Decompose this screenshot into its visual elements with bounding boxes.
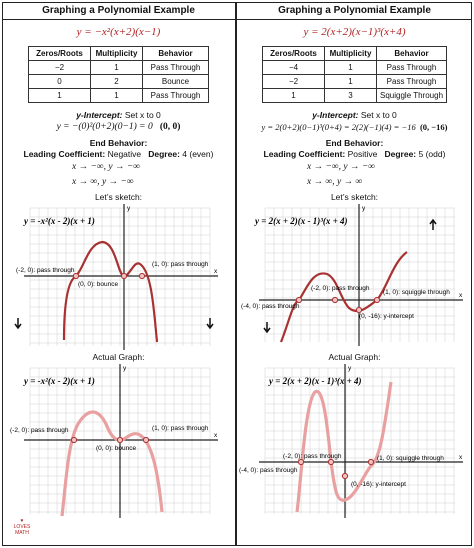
loves-math-logo: ♥ LOVES MATH <box>13 518 31 536</box>
actual-curve <box>297 382 391 512</box>
right-title: Graphing a Polynomial Example <box>237 2 472 20</box>
table-header: Zeros/Roots <box>263 47 325 61</box>
right-leading-coef-line <box>237 149 472 159</box>
table-header-row <box>263 47 447 61</box>
table-header: Behavior <box>143 47 209 61</box>
degree-label: Degree: <box>148 149 180 159</box>
lc-value: Negative <box>107 149 142 159</box>
sketch-curve <box>281 252 407 342</box>
sketch-equation: y = 2(x + 2)(x - 1)³(x + 4) <box>255 216 348 226</box>
table-row <box>29 89 209 103</box>
root-label: (1, 0): squiggle through <box>377 455 444 462</box>
right-roots-table <box>262 46 447 103</box>
yint-point: (0, 0) <box>159 122 181 132</box>
root-label: (0, 0): bounce <box>96 445 137 452</box>
root-point <box>368 459 373 464</box>
table-cell: Pass Through <box>143 61 209 75</box>
yint-text: Set x to 0 <box>360 110 397 120</box>
table-header: Multiplicity <box>91 47 143 61</box>
right-equation: y = 2(x+2)(x−1)³(x+4) <box>303 26 406 38</box>
lc-label: Leading Coefficient: <box>263 149 346 159</box>
root-point <box>117 437 122 442</box>
right-yint-line <box>237 110 472 120</box>
degree-value: 5 (odd) <box>418 149 446 159</box>
table-cell: 1 <box>325 61 377 75</box>
lc-value: Positive <box>347 149 378 159</box>
degree-label: Degree: <box>384 149 417 159</box>
yint-label: y-Intercept: <box>312 110 359 120</box>
root-point <box>374 297 379 302</box>
table-cell: 1 <box>91 89 143 103</box>
x-axis-label: x <box>214 432 218 439</box>
table-cell: 3 <box>325 89 377 103</box>
end-behavior-line: x → ∞, y → ∞ <box>307 177 363 187</box>
end-behavior-line: x → ∞, y → −∞ <box>72 177 134 187</box>
right-actual-graph <box>237 362 472 520</box>
table-cell: 1 <box>91 61 143 75</box>
root-label: (1, 0): pass through <box>152 261 209 268</box>
table-cell: 2 <box>91 75 143 89</box>
root-point <box>332 297 337 302</box>
left-equation: y = −x²(x+2)(x−1) <box>76 26 161 38</box>
y-axis-label: y <box>127 205 131 212</box>
root-label: (0, -16): y-intercept <box>359 313 414 320</box>
root-label: (-2, 0): pass through <box>16 267 75 274</box>
yint-label: y-Intercept: <box>76 110 123 120</box>
end-behavior-arrow <box>15 318 21 328</box>
end-behavior-line: x → −∞, y → −∞ <box>307 162 376 172</box>
y-axis-label: y <box>123 365 127 372</box>
table-header: Behavior <box>377 47 447 61</box>
sketch-curve <box>64 242 157 342</box>
yint-calc: y = −(0)²(0+2)(0−1) = 0 <box>56 122 153 132</box>
x-axis-label: x <box>214 268 218 275</box>
actual-heading: Actual Graph: <box>92 352 145 362</box>
yint-calc: y = 2(0+2)(0−1)³(0+4) = 2(2)(−1)(4) = −16 <box>261 122 416 132</box>
table-cell: 1 <box>325 75 377 89</box>
table-cell: Squiggle Through <box>377 89 447 103</box>
end-behavior-arrow <box>207 318 213 328</box>
root-point <box>356 307 361 312</box>
sketch-equation: y = -x²(x - 2)(x + 1) <box>24 216 95 226</box>
table-row <box>263 89 447 103</box>
table-cell: −2 <box>263 75 325 89</box>
degree-value: 4 (even) <box>182 149 214 159</box>
root-point <box>328 459 333 464</box>
root-label: (-2, 0): pass through <box>311 285 370 292</box>
left-leading-coef-line <box>2 149 235 159</box>
sketch-heading: Let’s sketch: <box>330 192 379 202</box>
end-behavior-arrow <box>430 220 436 230</box>
root-label: (1, 0): squiggle through <box>383 289 450 296</box>
table-cell: −2 <box>29 61 91 75</box>
right-sketch-graph <box>237 202 472 352</box>
right-panel <box>237 2 472 546</box>
x-axis-label: x <box>459 454 463 461</box>
table-row <box>29 75 209 89</box>
table-row <box>263 61 447 75</box>
table-header: Multiplicity <box>325 47 377 61</box>
table-cell: 1 <box>263 89 325 103</box>
yint-point: (0, −16) <box>419 122 448 132</box>
table-cell: −4 <box>263 61 325 75</box>
table-cell: Pass Through <box>377 61 447 75</box>
root-label: (-2, 0): pass through <box>10 427 69 434</box>
left-title: Graphing a Polynomial Example <box>2 2 235 20</box>
yint-text: Set x to 0 <box>124 110 161 120</box>
right-yint-calc-line <box>237 122 472 132</box>
y-axis-label: y <box>362 205 366 212</box>
table-cell: 0 <box>29 75 91 89</box>
root-label: (-4, 0): pass through <box>241 303 300 310</box>
end-behavior-heading: End Behavior: <box>89 138 148 148</box>
table-header: Zeros/Roots <box>29 47 91 61</box>
table-cell: Bounce <box>143 75 209 89</box>
table-header-row <box>29 47 209 61</box>
actual-equation: y = 2(x + 2)(x - 1)³(x + 4) <box>269 376 362 386</box>
root-point <box>73 273 78 278</box>
end-behavior-heading: End Behavior: <box>325 138 384 148</box>
table-cell: 1 <box>29 89 91 103</box>
root-point <box>143 437 148 442</box>
left-yint-calc-line <box>2 122 235 132</box>
end-behavior-line: x → −∞, y → −∞ <box>72 162 141 172</box>
root-label: (1, 0): pass through <box>152 425 209 432</box>
left-actual-graph <box>2 362 235 520</box>
root-point <box>296 297 301 302</box>
root-point <box>71 437 76 442</box>
left-sketch-graph <box>2 202 235 352</box>
sketch-heading: Let’s sketch: <box>94 192 143 202</box>
logo-text: LOVES MATH <box>13 524 31 536</box>
root-point <box>342 473 347 478</box>
root-label: (0, -16): y-intercept <box>351 481 406 488</box>
table-row <box>29 61 209 75</box>
left-roots-table <box>28 46 209 103</box>
actual-equation: y = -x²(x - 2)(x + 1) <box>24 376 95 386</box>
x-axis-label: x <box>459 292 463 299</box>
root-point <box>121 273 126 278</box>
root-label: (0, 0): bounce <box>78 281 119 288</box>
root-label: (-2, 0): pass through <box>283 453 342 460</box>
root-point <box>298 459 303 464</box>
left-yint-line <box>2 110 235 120</box>
y-axis-label: y <box>348 365 352 372</box>
left-panel <box>2 2 235 546</box>
table-row <box>263 75 447 89</box>
root-point <box>139 273 144 278</box>
actual-heading: Actual Graph: <box>328 352 381 362</box>
table-cell: Pass Through <box>377 75 447 89</box>
lc-label: Leading Coefficient: <box>23 149 106 159</box>
table-cell: Pass Through <box>143 89 209 103</box>
root-label: (-4, 0): pass through <box>239 467 298 474</box>
